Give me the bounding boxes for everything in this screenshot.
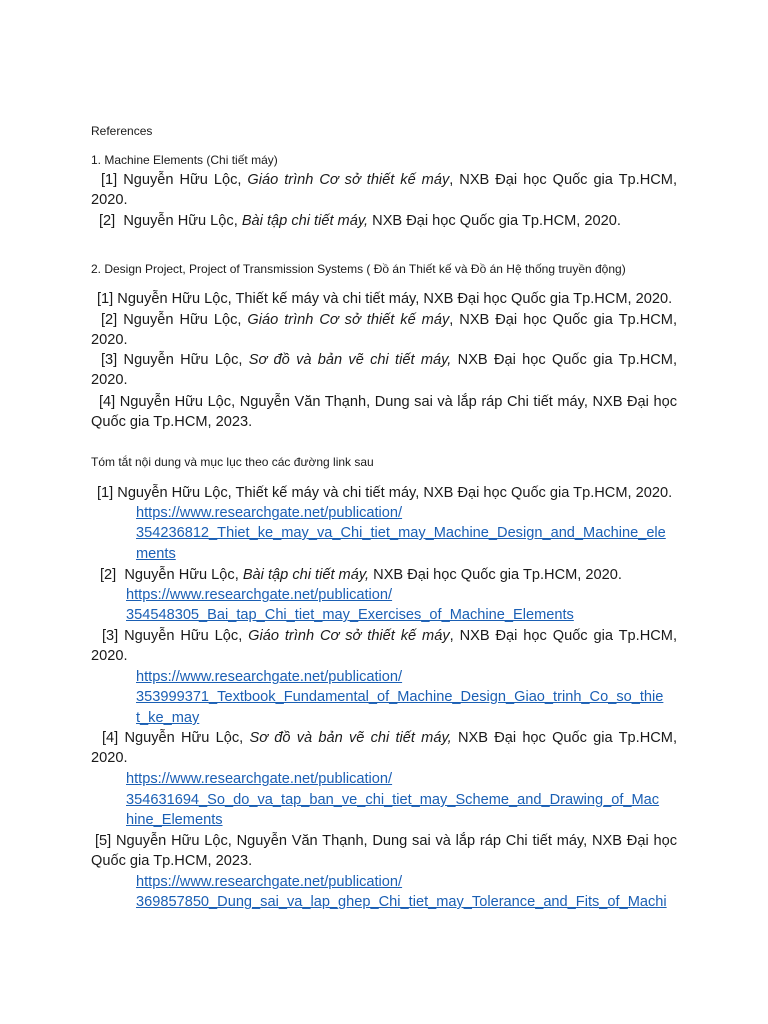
ref-number: [3] <box>101 352 118 368</box>
s3-ref5-line1: [5] Nguyễn Hữu Lộc, Nguyễn Văn Thạnh, Dung sai và lắp ráp Chi tiết máy, NXB Đại học <box>95 833 677 849</box>
ref-publisher: NXB Đại học Quốc gia Tp.HCM, <box>457 352 677 368</box>
ref-publisher: NXB Đại học Quốc gia Tp.HCM, 2020. <box>372 213 621 229</box>
ref-title: Sơ đồ và bản vẽ chi tiết máy, <box>248 352 452 368</box>
s3-ref4-link-line2[interactable]: 354631694_So_do_va_tap_ban_ve_chi_tiet_may_Scheme_and_Drawing_of_Mac <box>126 792 660 808</box>
s3-ref4-year: 2020. <box>91 750 128 766</box>
ref-number: [2] <box>101 312 118 328</box>
section-2-title: 2. Design Project, Project of Transmission Systems ( Đồ án Thiết kế và Đồ án Hệ thống truyền động) <box>91 262 626 276</box>
s3-ref5-line2: Quốc gia Tp.HCM, 2023. <box>91 853 253 869</box>
ref-publisher: , NXB Đại học Quốc gia Tp.HCM, <box>449 312 677 328</box>
s3-ref2-link-line2[interactable]: 354548305_Bai_tap_Chi_tiet_may_Exercises_of_Machine_Elements <box>126 607 574 623</box>
ref-title: Bài tập chi tiết máy, <box>241 213 369 229</box>
s3-ref2 <box>100 565 622 585</box>
ref-author: Nguyễn Hữu Lộc, <box>124 730 244 746</box>
s3-ref3-line1 <box>102 626 677 646</box>
ref-author: Nguyễn Hữu Lộc, <box>124 628 243 644</box>
s3-ref4-link-line1[interactable]: https://www.researchgate.net/publication/ <box>126 771 393 787</box>
ref-number: [2] <box>100 567 117 583</box>
ref-number: [3] <box>102 628 119 644</box>
s3-ref1-link-line2[interactable]: 354236812_Thiet_ke_may_va_Chi_tiet_may_Machine_Design_and_Machine_ele <box>136 525 666 541</box>
ref-title: Giáo trình Cơ sở thiết kế máy <box>247 172 450 188</box>
s3-ref5-link-line2[interactable]: 369857850_Dung_sai_va_lap_ghep_Chi_tiet_may_Tolerance_and_Fits_of_Machi <box>136 894 667 910</box>
s1-ref1-year: 2020. <box>91 192 128 208</box>
s3-ref4-link-line3[interactable]: hine_Elements <box>126 812 223 828</box>
s2-ref2-year: 2020. <box>91 332 128 348</box>
s2-ref1: [1] Nguyễn Hữu Lộc, Thiết kế máy và chi tiết máy, NXB Đại học Quốc gia Tp.HCM, 2020. <box>97 291 673 307</box>
ref-author: Nguyễn Hữu Lộc, <box>123 312 242 328</box>
ref-title: Giáo trình Cơ sở thiết kế máy <box>248 628 450 644</box>
s2-ref4-line2: Quốc gia Tp.HCM, 2023. <box>91 414 253 430</box>
ref-title: Sơ đồ và bản vẽ chi tiết máy, <box>249 730 452 746</box>
ref-author: Nguyễn Hữu Lộc, <box>123 213 238 229</box>
s1-ref2 <box>99 211 621 231</box>
ref-title: Bài tập chi tiết máy, <box>242 567 370 583</box>
section-1-title: 1. Machine Elements (Chi tiết máy) <box>91 153 278 167</box>
ref-publisher: NXB Đại học Quốc gia Tp.HCM, 2020. <box>373 567 622 583</box>
ref-author: Nguyễn Hữu Lộc, <box>124 567 239 583</box>
ref-publisher: , NXB Đại học Quốc gia Tp.HCM, <box>449 172 677 188</box>
ref-author: Nguyễn Hữu Lộc, <box>123 352 243 368</box>
s1-ref1-line1 <box>101 170 677 190</box>
s3-ref3-link-line1[interactable]: https://www.researchgate.net/publication/ <box>136 669 403 685</box>
s3-ref5-link-line1[interactable]: https://www.researchgate.net/publication/ <box>136 874 403 890</box>
ref-publisher: , NXB Đại học Quốc gia Tp.HCM, <box>449 628 677 644</box>
ref-number: [1] <box>101 172 118 188</box>
s2-ref3-line1 <box>101 350 677 370</box>
s2-ref2-line1 <box>101 310 677 330</box>
ref-number: [4] <box>102 730 119 746</box>
section-3-title: Tóm tắt nội dung và mục lục theo các đường link sau <box>91 455 374 469</box>
s2-ref3-year: 2020. <box>91 372 128 388</box>
ref-publisher: NXB Đại học Quốc gia Tp.HCM, <box>457 730 677 746</box>
s3-ref1-link-line3[interactable]: ments <box>136 546 176 562</box>
ref-title: Giáo trình Cơ sở thiết kế máy <box>247 312 450 328</box>
s3-ref1-link-line1[interactable]: https://www.researchgate.net/publication/ <box>136 505 403 521</box>
ref-author: Nguyễn Hữu Lộc, <box>123 172 242 188</box>
s3-ref2-link-line1[interactable]: https://www.researchgate.net/publication/ <box>126 587 393 603</box>
s3-ref3-link-line3[interactable]: t_ke_may <box>136 710 200 726</box>
s3-ref1: [1] Nguyễn Hữu Lộc, Thiết kế máy và chi tiết máy, NXB Đại học Quốc gia Tp.HCM, 2020. <box>97 485 673 501</box>
ref-number: [2] <box>99 213 116 229</box>
s3-ref3-link-line2[interactable]: 353999371_Textbook_Fundamental_of_Machine_Design_Giao_trinh_Co_so_thie <box>136 689 664 705</box>
s3-ref4-line1 <box>102 728 677 748</box>
references-heading: References <box>91 124 153 138</box>
s3-ref3-year: 2020. <box>91 648 128 664</box>
s2-ref4-line1: [4] Nguyễn Hữu Lộc, Nguyễn Văn Thạnh, Dung sai và lắp ráp Chi tiết máy, NXB Đại học <box>99 394 677 410</box>
